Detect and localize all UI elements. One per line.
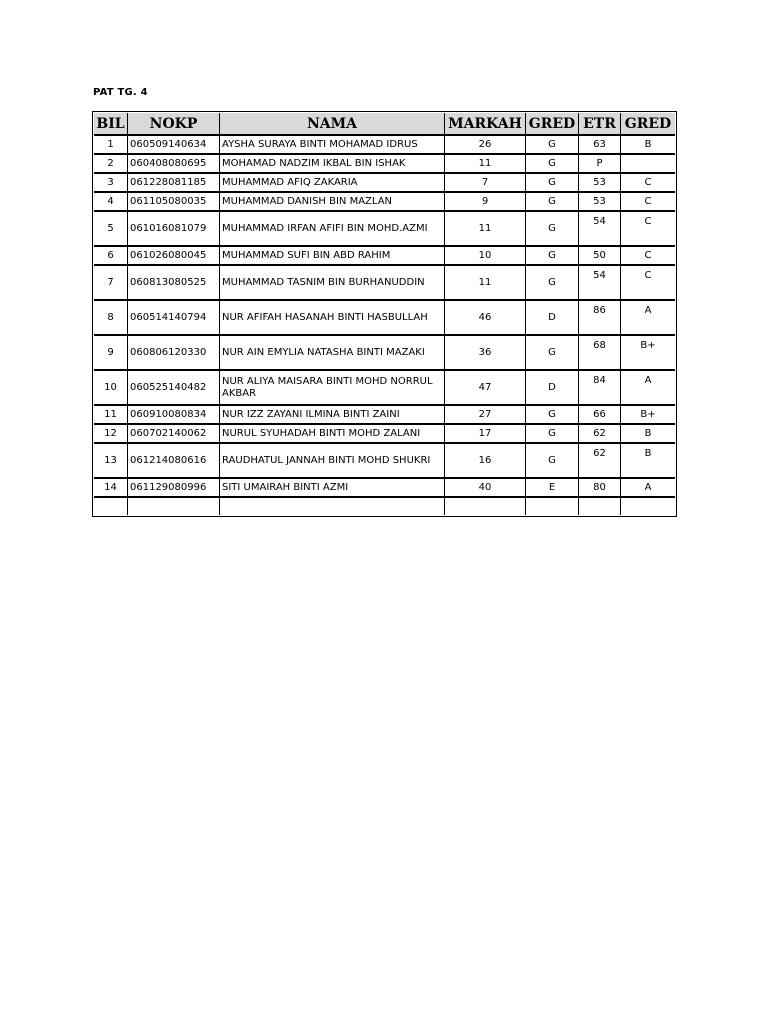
table-row	[94, 193, 675, 212]
cell-markah: 17	[445, 425, 526, 444]
cell-bil: 1	[94, 136, 128, 155]
cell-etr: 62	[579, 425, 621, 444]
cell-etr: 84	[579, 371, 621, 406]
table-row	[94, 212, 675, 247]
cell-nama: MUHAMMAD AFIQ ZAKARIA	[220, 174, 445, 193]
cell-nokp: 060408080695	[128, 155, 220, 174]
cell-nokp: 061026080045	[128, 247, 220, 266]
table-row	[94, 425, 675, 444]
cell-bil: 4	[94, 193, 128, 212]
cell-nokp: 060910080834	[128, 406, 220, 425]
cell-etr: 66	[579, 406, 621, 425]
table-row	[94, 406, 675, 425]
cell-bil: 9	[94, 336, 128, 371]
cell-nokp: 061105080035	[128, 193, 220, 212]
table-row	[94, 155, 675, 174]
cell-nokp: 060514140794	[128, 301, 220, 336]
cell-nama	[220, 498, 445, 515]
cell-nama: NUR AFIFAH HASANAH BINTI HASBULLAH	[220, 301, 445, 336]
table-row	[94, 371, 675, 406]
cell-gred: G	[526, 444, 579, 479]
cell-markah: 36	[445, 336, 526, 371]
cell-gred: G	[526, 406, 579, 425]
cell-gred-etr	[621, 155, 675, 174]
cell-etr: 54	[579, 212, 621, 247]
table-row	[94, 301, 675, 336]
cell-etr: 53	[579, 193, 621, 212]
cell-nokp: 060813080525	[128, 266, 220, 301]
cell-bil: 6	[94, 247, 128, 266]
table-row	[94, 247, 675, 266]
cell-gred-etr: C	[621, 266, 675, 301]
cell-nokp: 061214080616	[128, 444, 220, 479]
cell-etr: 54	[579, 266, 621, 301]
column-header-etr: ETR	[579, 113, 621, 136]
cell-gred: G	[526, 336, 579, 371]
cell-gred: G	[526, 247, 579, 266]
cell-bil: 10	[94, 371, 128, 406]
cell-markah: 10	[445, 247, 526, 266]
cell-nama: NUR AIN EMYLIA NATASHA BINTI MAZAKI	[220, 336, 445, 371]
cell-nokp: 061129080996	[128, 479, 220, 498]
cell-gred-etr: C	[621, 193, 675, 212]
cell-markah: 11	[445, 155, 526, 174]
page-title: PAT TG. 4	[93, 87, 148, 98]
cell-gred: G	[526, 212, 579, 247]
cell-gred-etr: B	[621, 136, 675, 155]
cell-gred: G	[526, 174, 579, 193]
cell-etr: 68	[579, 336, 621, 371]
table-row	[94, 479, 675, 498]
cell-bil: 7	[94, 266, 128, 301]
cell-gred-etr	[621, 498, 675, 515]
cell-etr: 86	[579, 301, 621, 336]
cell-nokp: 060509140634	[128, 136, 220, 155]
cell-gred-etr: B	[621, 425, 675, 444]
cell-bil: 13	[94, 444, 128, 479]
cell-nama: NURUL SYUHADAH BINTI MOHD ZALANI	[220, 425, 445, 444]
cell-gred-etr: C	[621, 212, 675, 247]
column-header-bil: BIL	[94, 113, 128, 136]
marks-table	[94, 113, 675, 515]
cell-markah: 40	[445, 479, 526, 498]
cell-markah	[445, 498, 526, 515]
cell-bil: 2	[94, 155, 128, 174]
cell-nama: NUR ALIYA MAISARA BINTI MOHD NORRUL AKBAR	[220, 371, 445, 406]
cell-gred: G	[526, 266, 579, 301]
cell-gred: G	[526, 425, 579, 444]
cell-bil: 8	[94, 301, 128, 336]
table-row	[94, 336, 675, 371]
cell-markah: 11	[445, 212, 526, 247]
cell-nokp: 061228081185	[128, 174, 220, 193]
marks-table-frame	[92, 111, 677, 517]
cell-nama: MOHAMAD NADZIM IKBAL BIN ISHAK	[220, 155, 445, 174]
table-row	[94, 266, 675, 301]
cell-etr: 53	[579, 174, 621, 193]
cell-nama: MUHAMMAD IRFAN AFIFI BIN MOHD.AZMI	[220, 212, 445, 247]
cell-markah: 46	[445, 301, 526, 336]
cell-bil: 14	[94, 479, 128, 498]
table-row	[94, 174, 675, 193]
cell-gred-etr: B+	[621, 406, 675, 425]
cell-etr: 50	[579, 247, 621, 266]
cell-bil: 3	[94, 174, 128, 193]
cell-bil: 5	[94, 212, 128, 247]
cell-gred-etr: C	[621, 247, 675, 266]
cell-etr: 62	[579, 444, 621, 479]
cell-markah: 47	[445, 371, 526, 406]
table-row-empty	[94, 498, 675, 515]
cell-gred-etr: A	[621, 371, 675, 406]
cell-bil	[94, 498, 128, 515]
cell-nama: MUHAMMAD SUFI BIN ABD RAHIM	[220, 247, 445, 266]
cell-nokp: 060702140062	[128, 425, 220, 444]
cell-bil: 11	[94, 406, 128, 425]
cell-nama: SITI UMAIRAH BINTI AZMI	[220, 479, 445, 498]
cell-markah: 11	[445, 266, 526, 301]
cell-gred: E	[526, 479, 579, 498]
column-header-gred: GRED	[526, 113, 579, 136]
cell-nama: AYSHA SURAYA BINTI MOHAMAD IDRUS	[220, 136, 445, 155]
cell-gred-etr: B+	[621, 336, 675, 371]
column-header-nama: NAMA	[220, 113, 445, 136]
cell-markah: 9	[445, 193, 526, 212]
cell-etr: 63	[579, 136, 621, 155]
cell-gred	[526, 498, 579, 515]
cell-nama: RAUDHATUL JANNAH BINTI MOHD SHUKRI	[220, 444, 445, 479]
cell-nokp	[128, 498, 220, 515]
column-header-markah: MARKAH	[445, 113, 526, 136]
cell-markah: 26	[445, 136, 526, 155]
cell-gred-etr: A	[621, 479, 675, 498]
cell-nama: MUHAMMAD TASNIM BIN BURHANUDDIN	[220, 266, 445, 301]
cell-bil: 12	[94, 425, 128, 444]
cell-gred: G	[526, 155, 579, 174]
cell-gred: G	[526, 136, 579, 155]
cell-markah: 7	[445, 174, 526, 193]
cell-gred-etr: C	[621, 174, 675, 193]
cell-gred-etr: A	[621, 301, 675, 336]
cell-markah: 16	[445, 444, 526, 479]
cell-nokp: 060806120330	[128, 336, 220, 371]
column-header-gred-etr: GRED	[621, 113, 675, 136]
cell-etr: 80	[579, 479, 621, 498]
cell-nokp: 061016081079	[128, 212, 220, 247]
table-row	[94, 444, 675, 479]
cell-nokp: 060525140482	[128, 371, 220, 406]
table-row	[94, 136, 675, 155]
cell-etr: P	[579, 155, 621, 174]
column-header-nokp: NOKP	[128, 113, 220, 136]
cell-gred-etr: B	[621, 444, 675, 479]
cell-gred: D	[526, 301, 579, 336]
cell-nama: NUR IZZ ZAYANI ILMINA BINTI ZAINI	[220, 406, 445, 425]
cell-nama: MUHAMMAD DANISH BIN MAZLAN	[220, 193, 445, 212]
cell-gred: G	[526, 193, 579, 212]
cell-markah: 27	[445, 406, 526, 425]
cell-etr	[579, 498, 621, 515]
cell-gred: D	[526, 371, 579, 406]
table-header-row	[94, 113, 675, 136]
